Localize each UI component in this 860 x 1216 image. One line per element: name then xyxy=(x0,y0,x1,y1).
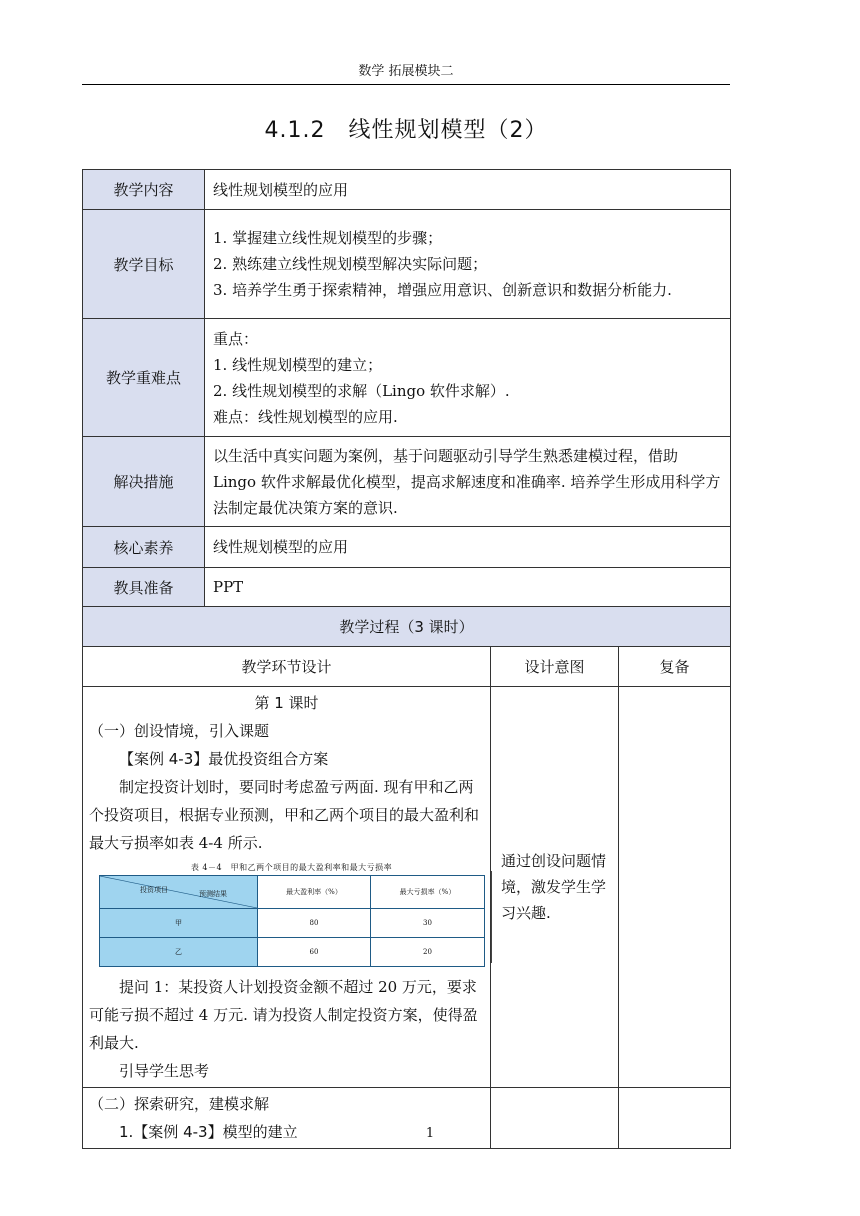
loss-rate-header: 最大亏损率（%） xyxy=(371,876,485,909)
tools-value: PPT xyxy=(205,568,731,607)
process-band: 教学过程（3 课时） xyxy=(83,607,731,647)
figure-edge-rule xyxy=(491,871,492,963)
lesson-plan-table xyxy=(82,169,731,1149)
figure-caption: 表 4－4 甲和乙两个项目的最大盈利率和最大亏损率 xyxy=(190,863,393,872)
key-point-line: 重点： xyxy=(213,329,259,348)
step-heading: 1.【案例 4-3】模型的建立 xyxy=(119,1123,298,1141)
literacy-label: 核心素养 xyxy=(83,527,205,568)
question-paragraph: 提问 1：某投资人计划投资金额不超过 20 万元，要求可能亏损不超过 4 万元. 请为投资人制定投资方案，使得盈利最大. xyxy=(89,978,478,1052)
measures-label: 解决措施 xyxy=(83,437,205,527)
goals-label: 教学目标 xyxy=(83,210,205,319)
design-column-header: 教学环节设计 xyxy=(83,647,491,687)
project-name: 甲 xyxy=(100,909,258,938)
lesson1-intent: 通过创设问题情境，激发学生学习兴趣. xyxy=(491,687,619,1088)
investment-figure xyxy=(99,861,484,967)
profit-rate: 60 xyxy=(258,938,371,967)
lesson1-prep xyxy=(619,687,731,1088)
goal-line: 2. 熟练建立线性规划模型解决实际问题； xyxy=(213,255,488,273)
loss-rate: 20 xyxy=(371,938,485,967)
content-value: 线性规划模型的应用 xyxy=(205,170,731,210)
diag-bottom-label: 投资项目 xyxy=(140,886,168,894)
key-point-line: 难点：线性规划模型的应用. xyxy=(213,407,398,426)
case-title: 【案例 4-3】最优投资组合方案 xyxy=(119,750,329,768)
tools-label: 教具准备 xyxy=(83,568,205,607)
profit-rate: 80 xyxy=(258,909,371,938)
lesson-heading: 第 1 课时 xyxy=(254,694,319,712)
diagonal-line xyxy=(100,876,257,908)
prep-column-header: 复备 xyxy=(619,647,731,687)
content-label: 教学内容 xyxy=(83,170,205,210)
diagonal-header-cell xyxy=(100,876,258,909)
lesson1-design xyxy=(83,687,491,1088)
profit-rate-header: 最大盈利率（%） xyxy=(258,876,371,909)
header-rule xyxy=(82,84,730,85)
section-heading: （一）创设情境，引入课题 xyxy=(89,722,270,740)
section-heading: （二）探索研究，建模求解 xyxy=(89,1095,270,1113)
key-points-label: 教学重难点 xyxy=(83,319,205,437)
key-points-value xyxy=(205,319,731,437)
key-point-line: 2. 线性规划模型的求解（Lingo 软件求解）. xyxy=(213,381,510,400)
key-point-line: 1. 线性规划模型的建立； xyxy=(213,355,383,374)
diag-top-label: 预测结果 xyxy=(199,890,227,898)
goal-line: 3. 培养学生勇于探索精神，增强应用意识、创新意识和数据分析能力. xyxy=(213,281,672,299)
running-header: 数学 拓展模块二 xyxy=(358,64,454,79)
project-name: 乙 xyxy=(100,938,258,967)
case-paragraph: 制定投资计划时，要同时考虑盈亏两面. 现有甲和乙两个投资项目，根据专业预测，甲和乙两个项目的最大盈利和最大亏损率如表 4-4 所示. xyxy=(89,778,480,852)
intent-column-header: 设计意图 xyxy=(491,647,619,687)
literacy-value: 线性规划模型的应用 xyxy=(205,527,731,568)
measures-value: 以生活中真实问题为案例，基于问题驱动引导学生熟悉建模过程，借助 Lingo 软件求解最优化模型，提高求解速度和准确率. 培养学生形成用科学方法制定最优决策方案的意识. xyxy=(205,437,731,527)
goal-line: 1. 掌握建立线性规划模型的步骤； xyxy=(213,229,443,247)
figure-table xyxy=(99,875,485,967)
page-title: 4.1.2 线性规划模型（2） xyxy=(264,118,548,143)
guide-text: 引导学生思考 xyxy=(119,1062,210,1080)
goals-value xyxy=(205,210,731,319)
page-number: 1 xyxy=(425,1126,435,1141)
loss-rate: 30 xyxy=(371,909,485,938)
